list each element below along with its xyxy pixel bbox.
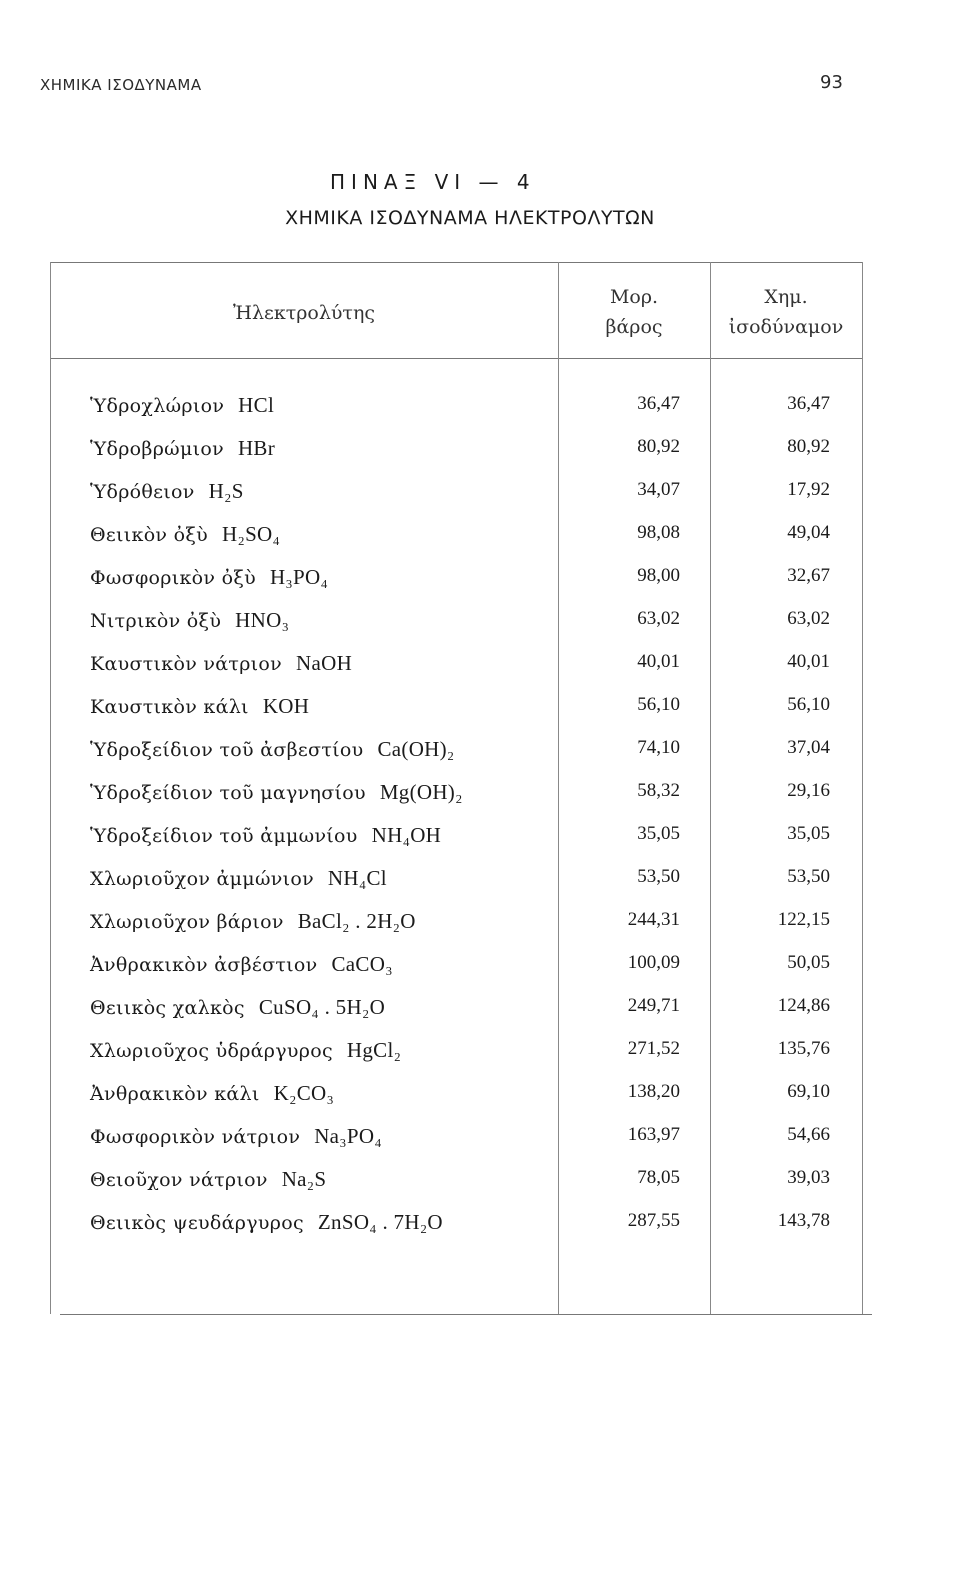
- mol-weight-cell: 58,32: [637, 780, 680, 801]
- equivalent-cell: 36,47: [787, 393, 830, 414]
- mol-weight-cell: 244,31: [627, 909, 680, 930]
- table-row: [50, 817, 862, 860]
- mol-weight-cell: 138,20: [627, 1081, 680, 1102]
- page-number: 93: [820, 72, 843, 93]
- electrolyte-formula: ZnSO₄ . 7H₂O: [317, 1210, 443, 1234]
- equivalents-table: [50, 262, 862, 1572]
- electrolyte-name: Ὑδροξείδιον τοῦ ἀμμωνίου: [90, 825, 358, 847]
- mol-weight-cell: 271,52: [627, 1038, 680, 1059]
- electrolyte-formula: H₂SO₄: [221, 522, 281, 546]
- electrolyte-formula: HgCl₂: [346, 1038, 402, 1062]
- mol-weight-cell: 249,71: [627, 995, 680, 1016]
- electrolyte-formula: Mg(OH)₂: [379, 780, 463, 804]
- equivalent-cell: 80,92: [787, 436, 830, 457]
- electrolyte-formula: CaCO₃: [331, 952, 393, 976]
- table-top-rule: [50, 262, 862, 263]
- mol-weight-cell: 163,97: [627, 1124, 680, 1145]
- mol-weight-cell: 63,02: [637, 608, 680, 629]
- header-equivalent: [710, 282, 862, 342]
- electrolyte-cell: [90, 1167, 326, 1192]
- mol-weight-cell: 287,55: [627, 1210, 680, 1231]
- table-row: [50, 645, 862, 688]
- header-equivalent-line2: ἰσοδύναμον: [728, 316, 844, 338]
- electrolyte-name: Φωσφορικὸν νάτριον: [90, 1126, 301, 1148]
- equivalent-cell: 35,05: [787, 823, 830, 844]
- electrolyte-name: Ὑδροβρώμιον: [90, 438, 224, 460]
- electrolyte-name: Χλωριοῦχος ὑδράργυρος: [90, 1040, 333, 1062]
- electrolyte-name: Θειοῦχον νάτριον: [90, 1169, 268, 1191]
- equivalent-cell: 32,67: [787, 565, 830, 586]
- mol-weight-cell: 56,10: [637, 694, 680, 715]
- electrolyte-formula: BaCl₂ . 2H₂O: [297, 909, 416, 933]
- mol-weight-cell: 40,01: [637, 651, 680, 672]
- electrolyte-formula: Ca(OH)₂: [377, 737, 455, 761]
- electrolyte-cell: [90, 393, 274, 418]
- mol-weight-cell: 35,05: [637, 823, 680, 844]
- mol-weight-cell: 100,09: [627, 952, 680, 973]
- header-bottom-rule: [50, 358, 862, 359]
- electrolyte-cell: [90, 952, 393, 977]
- electrolyte-name: Ὑδροξείδιον τοῦ ἀσβεστίου: [90, 739, 364, 761]
- header-mol-weight: [558, 282, 710, 342]
- electrolyte-cell: [90, 651, 352, 676]
- electrolyte-formula: H₃PO₄: [269, 565, 329, 589]
- table-row: [50, 946, 862, 989]
- electrolyte-formula: H₂S: [208, 479, 244, 503]
- table-row: [50, 731, 862, 774]
- table-label: ΠΙΝΑΞ VI — 4: [330, 170, 536, 194]
- equivalent-cell: 53,50: [787, 866, 830, 887]
- mol-weight-cell: 98,00: [637, 565, 680, 586]
- electrolyte-name: Καυστικὸν κάλι: [90, 696, 249, 718]
- equivalent-cell: 17,92: [787, 479, 830, 500]
- electrolyte-cell: [90, 866, 387, 891]
- table-row: [50, 559, 862, 602]
- table-row: [50, 860, 862, 903]
- electrolyte-cell: [90, 608, 289, 633]
- mol-weight-cell: 74,10: [637, 737, 680, 758]
- header-mol-weight-line1: Μορ.: [609, 286, 659, 308]
- equivalent-cell: 69,10: [787, 1081, 830, 1102]
- electrolyte-cell: [90, 823, 441, 848]
- equivalent-cell: 56,10: [787, 694, 830, 715]
- header-electrolyte: Ἠλεκτρολύτης: [233, 302, 375, 324]
- electrolyte-name: Θειικὸς ψευδάργυρος: [90, 1212, 304, 1234]
- equivalent-cell: 37,04: [787, 737, 830, 758]
- electrolyte-name: Ἀνθρακικὸν κάλι: [90, 1083, 260, 1105]
- electrolyte-formula: Na₂S: [281, 1167, 327, 1191]
- electrolyte-formula: NH₄Cl: [327, 866, 387, 890]
- electrolyte-cell: [90, 1124, 382, 1149]
- electrolyte-formula: NH₄OH: [371, 823, 442, 847]
- equivalent-cell: 122,15: [777, 909, 830, 930]
- electrolyte-formula: NaOH: [296, 651, 353, 675]
- mol-weight-cell: 53,50: [637, 866, 680, 887]
- electrolyte-cell: [90, 694, 309, 719]
- electrolyte-name: Ἀνθρακικὸν ἀσβέστιον: [90, 954, 318, 976]
- table-row: [50, 989, 862, 1032]
- mol-weight-cell: 80,92: [637, 436, 680, 457]
- electrolyte-name: Φωσφορικὸν ὀξὺ: [90, 567, 256, 589]
- equivalent-cell: 63,02: [787, 608, 830, 629]
- electrolyte-cell: [90, 995, 385, 1020]
- table-row: [50, 1161, 862, 1204]
- electrolyte-formula: HCl: [238, 393, 275, 417]
- electrolyte-cell: [90, 1038, 401, 1063]
- header-equivalent-line1: Χημ.: [764, 286, 808, 308]
- electrolyte-formula: CuSO₄ . 5H₂O: [258, 995, 386, 1019]
- table-row: [50, 430, 862, 473]
- electrolyte-cell: [90, 522, 280, 547]
- mol-weight-cell: 78,05: [637, 1167, 680, 1188]
- electrolyte-name: Ὑδρόθειον: [90, 481, 195, 503]
- electrolyte-cell: [90, 436, 275, 461]
- mol-weight-cell: 36,47: [637, 393, 680, 414]
- electrolyte-cell: [90, 1210, 443, 1235]
- table-row: [50, 1032, 862, 1075]
- electrolyte-name: Νιτρικὸν ὀξὺ: [90, 610, 222, 632]
- electrolyte-cell: [90, 780, 463, 805]
- electrolyte-cell: [90, 1081, 334, 1106]
- electrolyte-formula: KOH: [262, 694, 310, 718]
- mol-weight-cell: 34,07: [637, 479, 680, 500]
- electrolyte-formula: Na₃PO₄: [314, 1124, 382, 1148]
- equivalent-cell: 124,86: [777, 995, 830, 1016]
- table-row: [50, 1075, 862, 1118]
- right-border: [862, 262, 863, 1314]
- mol-weight-cell: 98,08: [637, 522, 680, 543]
- equivalent-cell: 29,16: [787, 780, 830, 801]
- electrolyte-formula: K₂CO₃: [273, 1081, 335, 1105]
- table-row: [50, 387, 862, 430]
- equivalent-cell: 54,66: [787, 1124, 830, 1145]
- table-title: ΧΗΜΙΚΑ ΙΣΟΔΥΝΑΜΑ ΗΛΕΚΤΡΟΛΥΤΩΝ: [285, 207, 655, 229]
- electrolyte-name: Καυστικὸν νάτριον: [90, 653, 283, 675]
- electrolyte-name: Ὑδροξείδιον τοῦ μαγνησίου: [90, 782, 366, 804]
- equivalent-cell: 40,01: [787, 651, 830, 672]
- table-row: [50, 1118, 862, 1161]
- equivalent-cell: 39,03: [787, 1167, 830, 1188]
- table-row: [50, 903, 862, 946]
- electrolyte-cell: [90, 479, 244, 504]
- electrolyte-formula: HBr: [237, 436, 276, 460]
- table-row: [50, 602, 862, 645]
- table-bottom-rule: [60, 1314, 872, 1315]
- electrolyte-name: Χλωριοῦχον βάριον: [90, 911, 284, 933]
- electrolyte-name: Ὑδροχλώριον: [90, 395, 225, 417]
- electrolyte-name: Θειικὸν ὀξὺ: [90, 524, 208, 546]
- table-row: [50, 1204, 862, 1247]
- table-row: [50, 516, 862, 559]
- running-header: ΧΗΜΙΚΑ ΙΣΟΔΥΝΑΜΑ: [40, 76, 202, 94]
- electrolyte-formula: HNO₃: [235, 608, 290, 632]
- table-row: [50, 473, 862, 516]
- equivalent-cell: 50,05: [787, 952, 830, 973]
- electrolyte-name: Χλωριοῦχον ἀμμώνιον: [90, 868, 314, 890]
- equivalent-cell: 135,76: [777, 1038, 830, 1059]
- table-row: [50, 688, 862, 731]
- header-mol-weight-line2: βάρος: [605, 316, 663, 338]
- equivalent-cell: 143,78: [777, 1210, 830, 1231]
- electrolyte-cell: [90, 909, 416, 934]
- table-row: [50, 774, 862, 817]
- equivalent-cell: 49,04: [787, 522, 830, 543]
- electrolyte-name: Θειικὸς χαλκὸς: [90, 997, 245, 1019]
- electrolyte-cell: [90, 565, 328, 590]
- electrolyte-cell: [90, 737, 455, 762]
